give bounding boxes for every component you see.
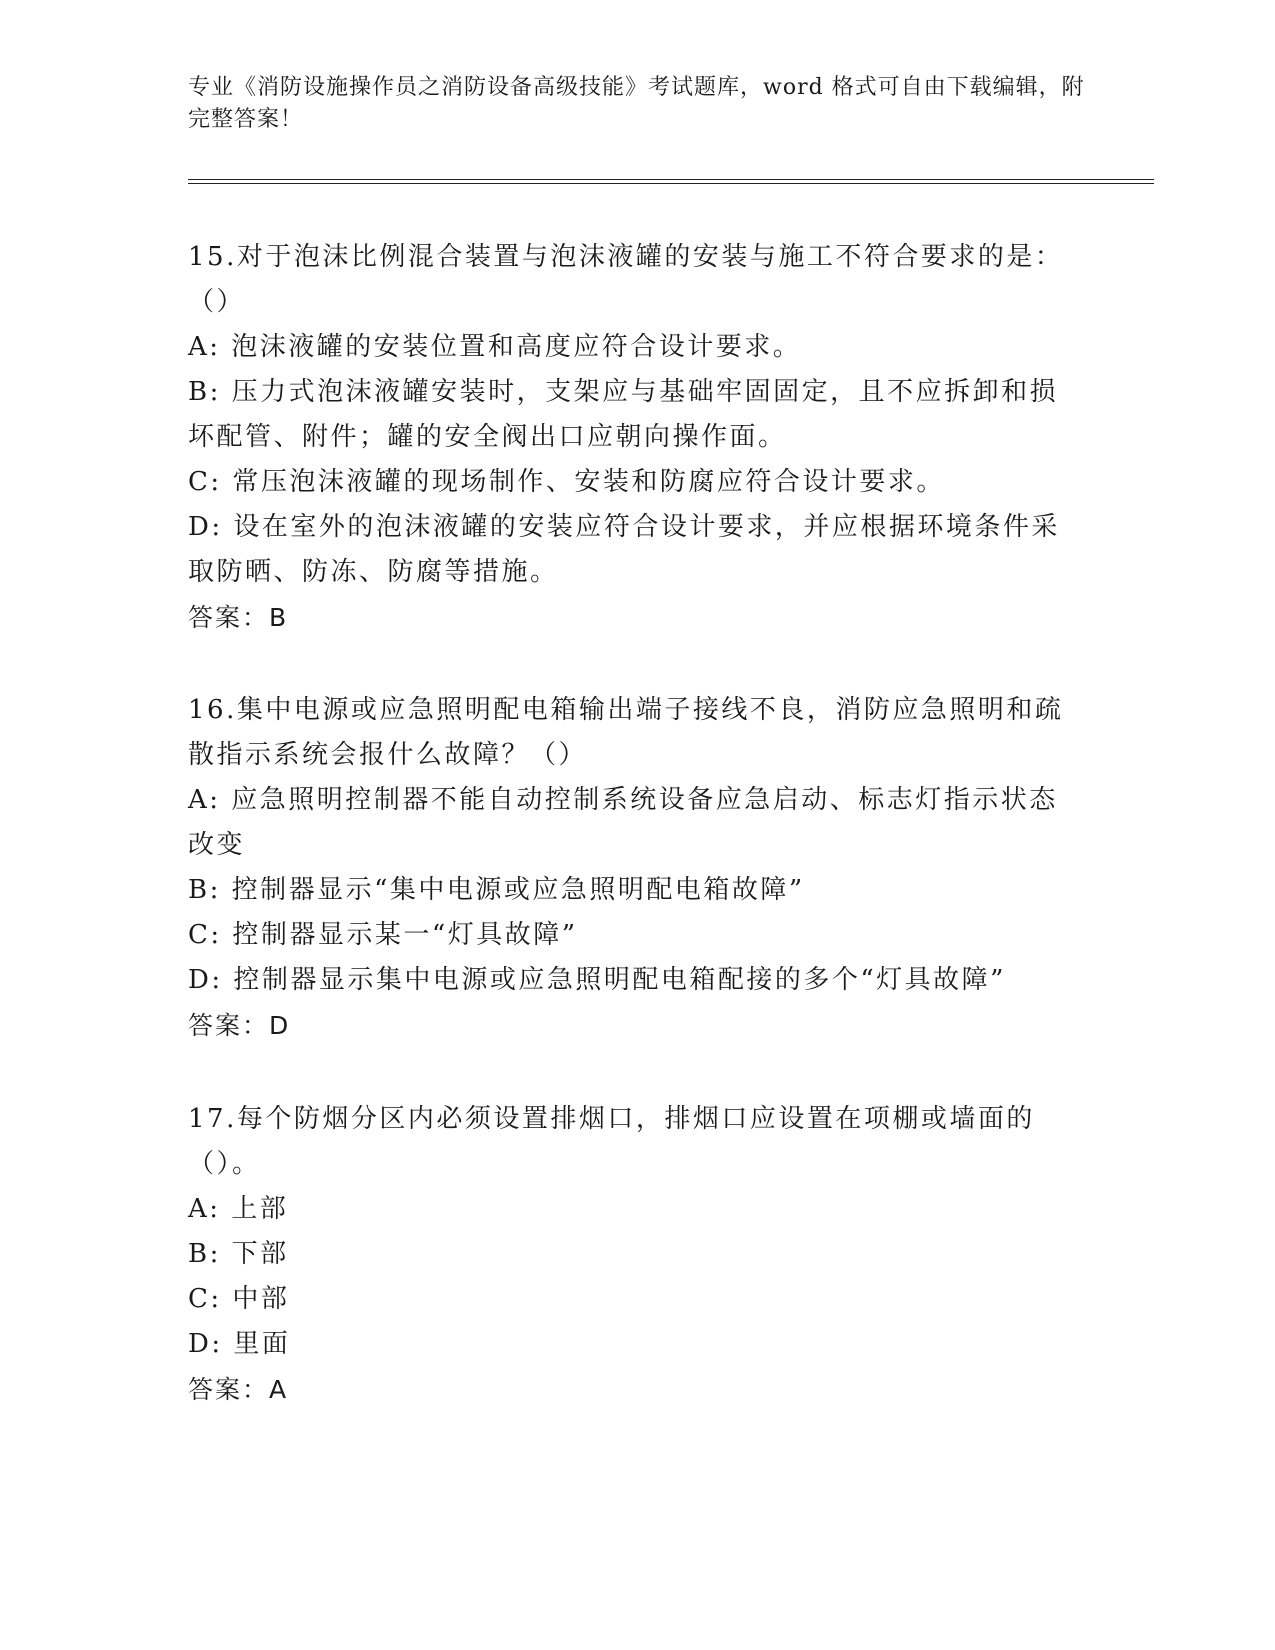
option-b: B: 下部	[188, 1239, 289, 1269]
question-stem: 17.每个防烟分区内必须设置排烟口，排烟口应设置在项棚或墙面的（）。	[188, 1104, 1035, 1179]
option-d: D: 设在室外的泡沫液罐的安装应符合设计要求，并应根据环境条件采取防晒、防冻、防腐等措施。	[188, 512, 1060, 587]
header-divider-top	[188, 179, 1154, 180]
option-c: C: 中部	[188, 1284, 290, 1314]
option-d: D: 里面	[188, 1329, 291, 1359]
option-d: D: 控制器显示集中电源或应急照明配电箱配接的多个“灯具故障”	[188, 965, 1006, 995]
header-divider-bottom	[188, 183, 1154, 184]
question-15	[188, 235, 1068, 640]
question-16	[188, 688, 1068, 1048]
document-intro: 专业《消防设施操作员之消防设备高级技能》考试题库，word 格式可自由下载编辑，附完整答案！	[188, 75, 1085, 132]
question-stem: 16.集中电源或应急照明配电箱输出端子接线不良，消防应急照明和疏散指示系统会报什么故障？（）	[188, 695, 1064, 770]
question-stem: 15.对于泡沫比例混合装置与泡沫液罐的安装与施工不符合要求的是：（）	[188, 242, 1064, 317]
option-a: A: 泡沫液罐的安装位置和高度应符合设计要求。	[188, 332, 802, 362]
answer-line: 答案：A	[188, 1375, 289, 1404]
answer-line: 答案：D	[188, 1011, 291, 1040]
option-a: A: 应急照明控制器不能自动控制系统设备应急启动、标志灯指示状态改变	[188, 785, 1058, 860]
option-b: B: 控制器显示“集中电源或应急照明配电箱故障”	[188, 875, 805, 905]
option-c: C: 控制器显示某一“灯具故障”	[188, 920, 578, 950]
option-c: C: 常压泡沫液罐的现场制作、安装和防腐应符合设计要求。	[188, 467, 945, 497]
option-a: A: 上部	[188, 1194, 289, 1224]
question-17	[188, 1097, 1068, 1412]
answer-line: 答案：B	[188, 603, 289, 632]
option-b: B: 压力式泡沫液罐安装时，支架应与基础牢固固定，且不应拆卸和损坏配管、附件；罐的安全阀出口应朝向操作面。	[188, 377, 1059, 452]
